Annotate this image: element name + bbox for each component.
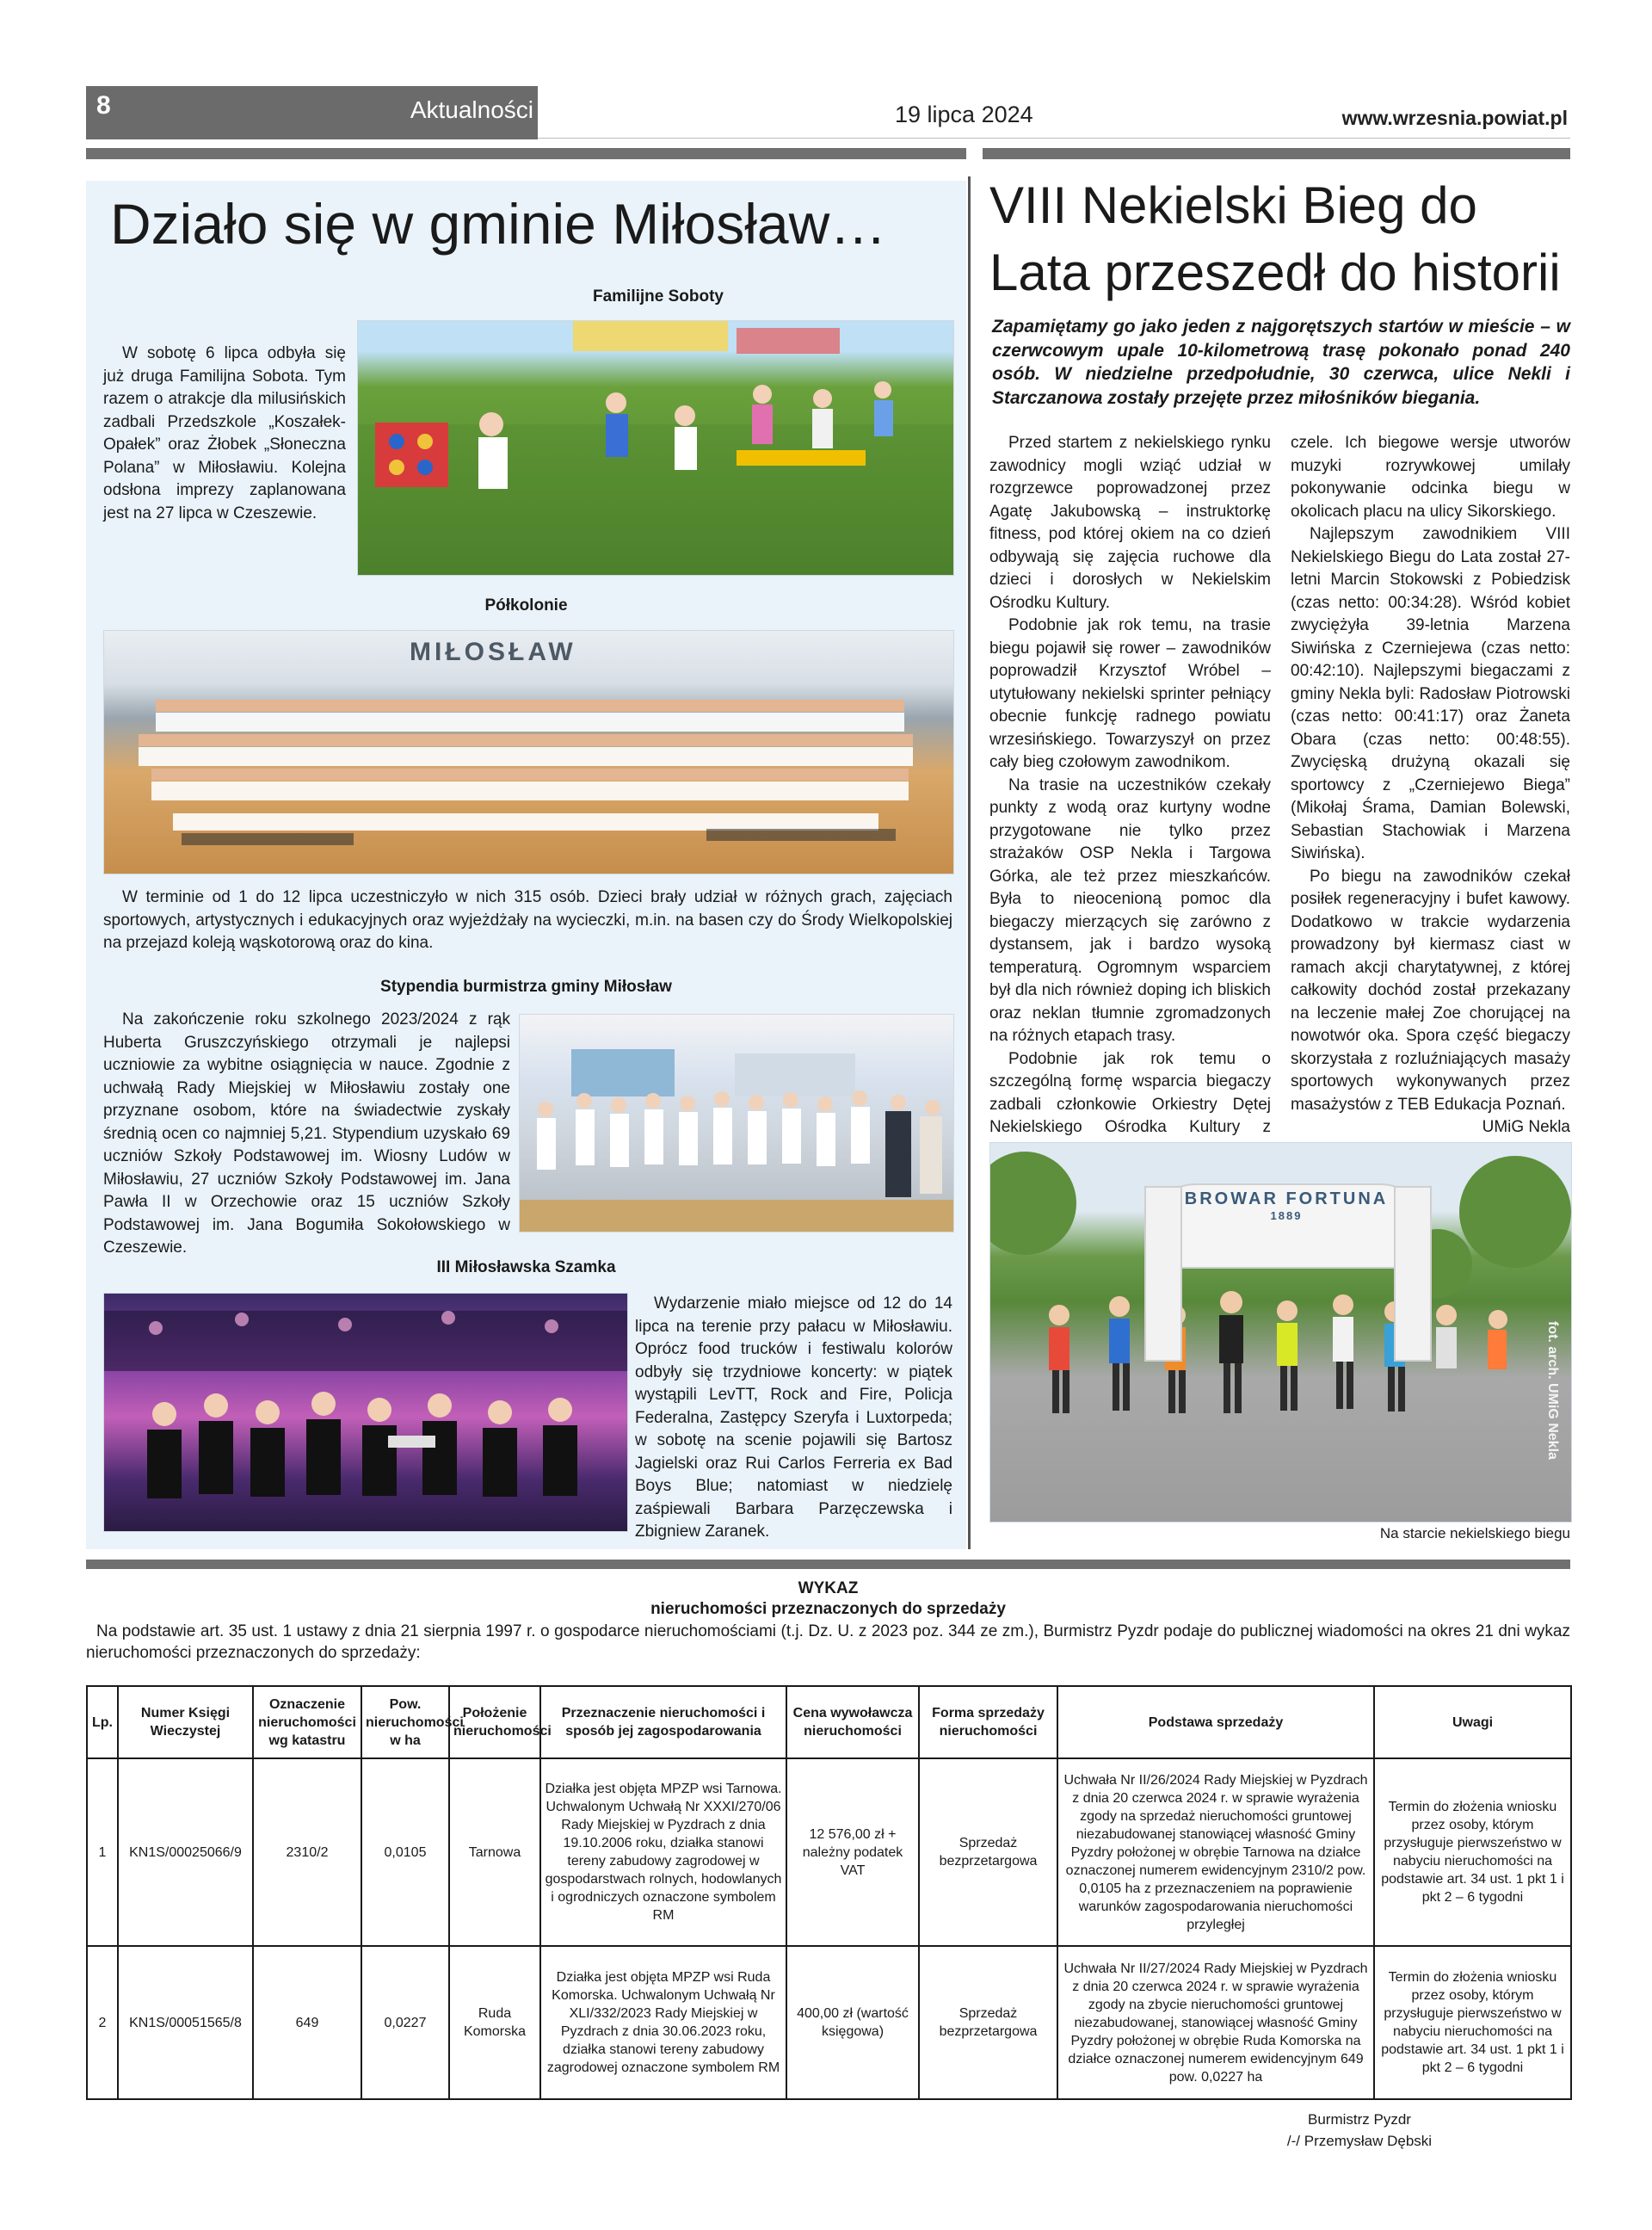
cell-pow: 0,0227 — [361, 1946, 449, 2099]
article-author: UMiG Nekla — [1482, 1118, 1570, 1136]
wykaz-subtitle: nieruchomości przeznaczonych do sprzedaży — [650, 1600, 1006, 1618]
cell-uwagi: Termin do złożenia wniosku przez osoby, którym przysługuje pierwszeństwo w nabyciu nieruchomości na podstawie art. 34 ust. 1 pkt 1 i pkt 2 – 6 tygodni — [1374, 1946, 1571, 2099]
column-header: Cena wywoławcza nieruchomości — [786, 1686, 919, 1758]
cell-polozenie: Ruda Komorska — [449, 1946, 540, 2099]
cell-forma: Sprzedaż bezprzetargowa — [919, 1758, 1057, 1946]
children-playing-illustration — [358, 321, 953, 575]
section-heading-familijne-soboty: Familijne Soboty — [592, 287, 724, 306]
stypendia-photo — [519, 1014, 954, 1232]
cell-kataster: 649 — [253, 1946, 361, 2099]
gym-wall-lettering: MIŁOSŁAW — [410, 638, 576, 666]
cell-uwagi: Termin do złożenia wniosku przez osoby, którym przysługuje pierwszeństwo w nabyciu nieruchomości na podstawie art. 34 ust. 1 pkt 1 i pkt 2 – 6 tygodni — [1374, 1758, 1571, 1946]
column-header: Podstawa sprzedaży — [1057, 1686, 1374, 1758]
cell-lp: 1 — [87, 1758, 118, 1946]
familijne-soboty-text: W sobotę 6 lipca odbyła się już druga Familijna Sobota. Tym razem o atrakcje dla milusińskich zadbali Przedszkole „Koszałek-Opałek” oraz Żłobek „Słoneczna Polana” w Miłosławiu. Kolejna odsłona imprezy zaplanowana jest na 27 lipca w Czeszewie. — [103, 344, 346, 522]
stypendia-text: Na zakończenie roku szkolnego 2023/2024 z rąk Huberta Gruszczyńskiego otrzymali je najlepsi uczniowie za wybitne osiągnięcia w nauce. Zgodnie z uchwałą Rady Miejskiej w Miłosławiu zostały one przyznane osobom, które na świadectwie zyskały średnią ocen co najmniej 5,21. Stypendium uzyskało 69 uczniów Szkoły Podstawowej im. Wiosny Ludów w Miłosławiu, 27 uczniów Szkoły Podstawowej im. Jana Pawła II w Orzechowie oraz 15 uczniów Szkoły Podstawowej im. Jana Bogumiła Sokołowskiego w Czeszewie. — [103, 1010, 510, 1257]
cell-kw: KN1S/00051565/8 — [118, 1946, 253, 2099]
right-article-column-1: Przed startem z nekielskiego rynku zawodnicy mogli wziąć udział w rozgrzewce poprowadzonej przez Agatę Jakubowską – instruktorkę fitness, pod której okiem na co dzień odbywają się zajęcia ruchowe dla dzieci i dorosłych w Nekielskim Ośrodku Kultury. Podobnie jak rok temu, na trasie biegu pojawił się rower – zawodników poprowadził Krzysztof Wróbel – utytułowany nekielski sprinter pełniący obecnie funkcję radnego powiatu wrzesińskiego. Towarzyszył on przez cały bieg czołowym zawodnikom. Na trasie na uczestników czekały punkty z wodą oraz kurtyny wodne przygotowane nie tylko przez strażaków OSP Nekla i Targowa Górka, ale też przez mieszkańców. Była to nieocenioną pomoc dla biegaczy mierzących się zarówno z dystansem, jak i bardzo wysoką temperaturą. Ogromnym wsparciem był dla nich również doping ich bliskich oraz neklan tłumnie zgromadzonych na różnych etapach trasy. Podobnie jak rok temu o szczególną formę wsparcia biegaczy zadbali członkowie Orkiestry Dętej Nekielskiego Ośrodka Kultury z — [989, 434, 1271, 1136]
signature-name: /-/ Przemysław Dębski — [1286, 2133, 1433, 2149]
cell-kataster: 2310/2 — [253, 1758, 361, 1946]
cell-przeznaczenie: Działka jest objęta MPZP wsi Ruda Komorska. Uchwalonym Uchwałą Nr XLI/332/2023 Rady Miejskiej w Pyzdrach z dnia 30.06.2023 roku, działka stanowi tereny zabudowy zagrodowej oznaczone symbolem RM — [540, 1946, 786, 2099]
cell-polozenie: Tarnowa — [449, 1758, 540, 1946]
right-article-column-2: czele. Ich biegowe wersje utworów muzyki rozrywkowej umilały pokonywanie odcinka biegu w okolicach placu na ulicy Sikorskiego. Najlepszym zawodnikiem VIII Nekielskiego Biegu do Lata został 27-letni Marcin Stokowski z Pobiedzisk (czas netto: 00:34:28). Wśród kobiet zwyciężyła 39-letnia Marzena Siwińska z Czerniejewa (czas netto: 00:42:10). Najlepszymi biegaczami z gminy Nekla byli: Radosław Piotrowski (czas netto: 00:41:17) oraz Żaneta Obara (czas netto: 00:48:55). Zwycięską drużyną okazali się sportowcy z „Czerniejewo Biega” (Mikołaj Śrama, Damian Bolewski, Sebastian Stachowiak i Marzena Siwińska). Po biegu na zawodników czekał posiłek regeneracyjny i bufet kawowy. Dodatkowo w trakcie wydarzenia prowadzony był kiermasz ciast w ramach akcji charytatywnej, z której całkowity dochód został przekazany na leczenie małej Zoe chorującej na nowotwór oka. Spora część biegaczy skorzystała z rozluźniających masaży sportowych wykonywanych przez masażystów z TEB Edukacja Poznań. UMiG Nekla — [1291, 432, 1570, 1140]
cell-lp: 2 — [87, 1946, 118, 2099]
left-column-rule — [86, 148, 966, 159]
issue-date: 19 lipca 2024 — [895, 102, 1033, 127]
polkolonie-text: W terminie od 1 do 12 lipca uczestniczyło w nich 315 osób. Dzieci brały udział w różnych grach, zajęciach sportowych, artystycznych i edukacyjnych oraz wyjeżdżały na wycieczki, m.in. na basen czy do Środy Wielkopolskiej na przejazd koleją wąskotorową oraz do kina. — [103, 888, 952, 952]
scholarship-students-illustration — [520, 1015, 953, 1232]
property-table — [86, 1685, 1572, 2100]
photo-credit: fot. arch. UMiG Nekla — [1545, 1321, 1560, 1460]
signature-title: Burmistrz Pyzdr — [1308, 2111, 1411, 2128]
page-number: 8 — [96, 91, 111, 120]
cell-forma: Sprzedaż bezprzetargowa — [919, 1946, 1057, 2099]
column-header: Oznaczenie nieruchomości wg katastru — [253, 1686, 361, 1758]
section-heading-szamka: III Miłosławska Szamka — [436, 1258, 616, 1276]
arch-brand-text: BROWAR FORTUNA 1889 — [1184, 1189, 1389, 1222]
cell-podstawa: Uchwała Nr II/26/2024 Rady Miejskiej w Pyzdrach z dnia 20 czerwca 2024 r. w sprawie wyrażenia zgody na sprzedaż nieruchomości gruntowej niezabudowanej stanowiącej własność Gminy Pyzdry położonej w obrębie Tarnowa na działce oznaczonej numerem ewidencyjnym 2310/2 pow. 0,0105 ha z przeznaczeniem na poprawienie warunków zagospodarowania nieruchomości przyległej — [1057, 1758, 1374, 1946]
section-heading-stypendia: Stypendia burmistrza gminy Miłosław — [380, 978, 672, 996]
column-header: Pow. nieruchomości w ha — [361, 1686, 449, 1758]
szamka-concert-photo — [103, 1293, 628, 1532]
column-header: Forma sprzedaży nieruchomości — [919, 1686, 1057, 1758]
szamka-text: Wydarzenie miało miejsce od 12 do 14 lipca na terenie przy pałacu w Miłosławiu. Oprócz food trucków i festiwalu kolorów odbyły się trzydniowe koncerty: w piątek wystąpili LevTT, Rock and Fire, Policja Federalna, Zastępcy Szeryfa i Luxtorpeda; w sobotę na scenie pojawili się Bartosz Jagielski oraz Rui Carlos Ferreria ex Bad Boys Blue; natomiast w niedzielę zaśpiewali Barbara Parzęczewska i Zbigniew Zaranek. — [635, 1294, 952, 1541]
wykaz-title: WYKAZ — [798, 1579, 859, 1597]
cell-kw: KN1S/00025066/9 — [118, 1758, 253, 1946]
cell-cena: 12 576,00 zł + należny podatek VAT — [786, 1758, 919, 1946]
signature-block — [1239, 2109, 1480, 2152]
left-article-title: Działo się w gminie Miłosław… — [110, 192, 887, 256]
table-row — [87, 1946, 1571, 2099]
column-divider — [968, 176, 971, 1549]
cell-cena: 400,00 zł (wartość księgowa) — [786, 1946, 919, 2099]
column-header: Numer Księgi Wieczystej — [118, 1686, 253, 1758]
polkolonie-group-photo — [103, 630, 954, 874]
right-article-lead: Zapamiętamy go jako jeden z najgorętszych startów w mieście – w czerwcowym upale 10-kilometrową trasę pokonało ponad 240 osób. W niedzielne przedpołudnie, 30 czerwca, ulice Nekli i Starczanowa zostały przejęte przez miłośników biegania. — [992, 317, 1570, 408]
familijne-soboty-photo — [357, 320, 954, 576]
column-header: Przeznaczenie nieruchomości i sposób jej zagospodarowania — [540, 1686, 786, 1758]
section-heading-polkolonie: Półkolonie — [484, 596, 568, 615]
bottom-section-rule — [86, 1560, 1570, 1569]
section-name: Aktualności — [410, 96, 533, 123]
table-row — [87, 1758, 1571, 1946]
header-underline — [538, 138, 1570, 139]
cell-podstawa: Uchwała Nr II/27/2024 Rady Miejskiej w Pyzdrach z dnia 20 czerwca 2024 r. w sprawie wyrażenia zgody na zbycie nieruchomości gruntowej niezabudowanej, stanowiącej własność Gminy Pyzdry położonej w obrębie Ruda Komorska na działce oznaczonej numerem ewidencyjnym 649 pow. 0,0227 ha — [1057, 1946, 1374, 2099]
right-article-title: VIII Nekielski Bieg do Lata przeszedł do historii — [989, 176, 1561, 301]
column-header: Lp. — [87, 1686, 118, 1758]
table-header-row — [87, 1686, 1571, 1758]
group-of-children-illustration — [104, 631, 953, 874]
column-header: Uwagi — [1374, 1686, 1571, 1758]
run-photo-caption: Na starcie nekielskiego biegu — [1379, 1525, 1570, 1541]
wykaz-heading — [86, 1578, 1570, 1620]
cell-przeznaczenie: Działka jest objęta MPZP wsi Tarnowa. Uchwalonym Uchwałą Nr XXXI/270/06 Rady Miejskiej w Pyzdrach z dnia 19.10.2006 roku, działka stanowi tereny zabudowy zagrodowej w gospodarstwach rolnych, hodowlanych i ogrodniczych oznaczone symbolem RM — [540, 1758, 786, 1946]
cell-pow: 0,0105 — [361, 1758, 449, 1946]
concert-stage-illustration — [104, 1294, 627, 1531]
column-header: Położenie nieruchomości — [449, 1686, 540, 1758]
right-column-rule — [983, 148, 1570, 159]
wykaz-intro: Na podstawie art. 35 ust. 1 ustawy z dnia 21 sierpnia 1997 r. o gospodarce nieruchomościami (t.j. Dz. U. z 2023 poz. 344 ze zm.), Burmistrz Pyzdr podaje do publicznej wiadomości na okres 21 dni wykaz nieruchomości przeznaczonych do sprzedaży: — [86, 1622, 1570, 1662]
website-link[interactable]: www.wrzesnia.powiat.pl — [1341, 107, 1568, 129]
